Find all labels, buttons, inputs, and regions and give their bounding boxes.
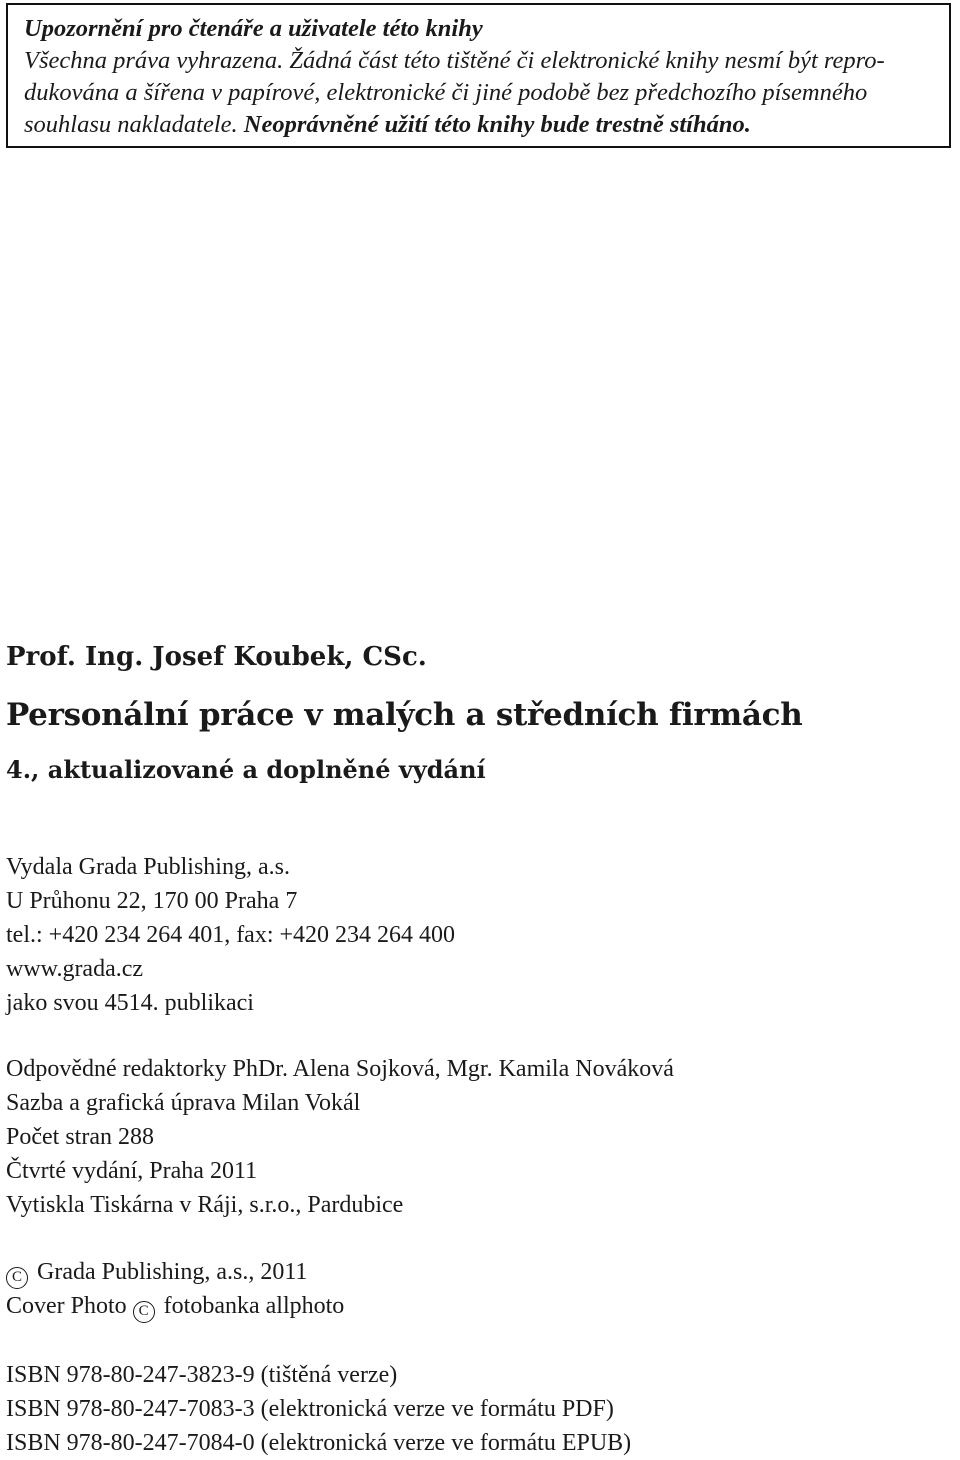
copyright-section [6, 1255, 344, 1323]
notice-title: Upozornění pro čtenáře a uživatele této knihy [24, 15, 483, 42]
copyright-icon: C [133, 1301, 155, 1323]
copyright-publisher: Grada Publishing, a.s., 2011 [37, 1259, 308, 1285]
publisher-phone: tel.: +420 234 264 401, fax: +420 234 264 400 [6, 922, 456, 948]
copyright-notice-box [6, 3, 951, 148]
publisher-address: U Průhonu 22, 170 00 Praha 7 [6, 888, 298, 914]
cover-photo-label: Cover Photo [6, 1293, 127, 1319]
notice-line: souhlasu nakladatele. [24, 111, 238, 138]
typesetting-line: Sazba a grafická úprava Milan Vokál [6, 1090, 361, 1116]
publisher-website: www.grada.cz [6, 956, 144, 982]
notice-line: dukována a šířena v papírové, elektronické či jiné podobě bez předchozího písemného [24, 79, 868, 106]
notice-line: Všechna práva vyhrazena. Žádná část této tištěné či elektronické knihy nesmí být repro- [24, 47, 885, 74]
edition-line: Čtvrté vydání, Praha 2011 [6, 1158, 258, 1184]
editors-line: Odpovědné redaktorky PhDr. Alena Sojková, Mgr. Kamila Nováková [6, 1056, 674, 1082]
publication-number: jako svou 4514. publikaci [6, 990, 254, 1016]
isbn-pdf: ISBN 978-80-247-7083-3 (elektronická verze ve formátu PDF) [6, 1396, 614, 1422]
isbn-print: ISBN 978-80-247-3823-9 (tištěná verze) [6, 1362, 398, 1388]
cover-photo-source: fotobanka allphoto [163, 1293, 345, 1319]
copyright-icon: C [6, 1267, 28, 1289]
notice-warning: Neoprávněné užití této knihy bude trestně stíháno. [243, 111, 751, 138]
cover-photo-line [6, 1289, 344, 1323]
publisher-name: Vydala Grada Publishing, a.s. [6, 854, 290, 880]
page-count-line: Počet stran 288 [6, 1124, 154, 1150]
isbn-epub: ISBN 978-80-247-7084-0 (elektronická verze ve formátu EPUB) [6, 1430, 632, 1456]
copyright-publisher-line [6, 1255, 344, 1289]
isbn-list [6, 1358, 631, 1460]
publisher-info [6, 850, 455, 1020]
printer-line: Vytiskla Tiskárna v Ráji, s.r.o., Pardubice [6, 1192, 404, 1218]
book-author: Prof. Ing. Josef Koubek, CSc. [6, 642, 427, 672]
book-title: Personální práce v malých a středních firmách [6, 697, 803, 733]
production-credits [6, 1052, 674, 1222]
book-edition: 4., aktualizované a doplněné vydání [6, 755, 486, 784]
